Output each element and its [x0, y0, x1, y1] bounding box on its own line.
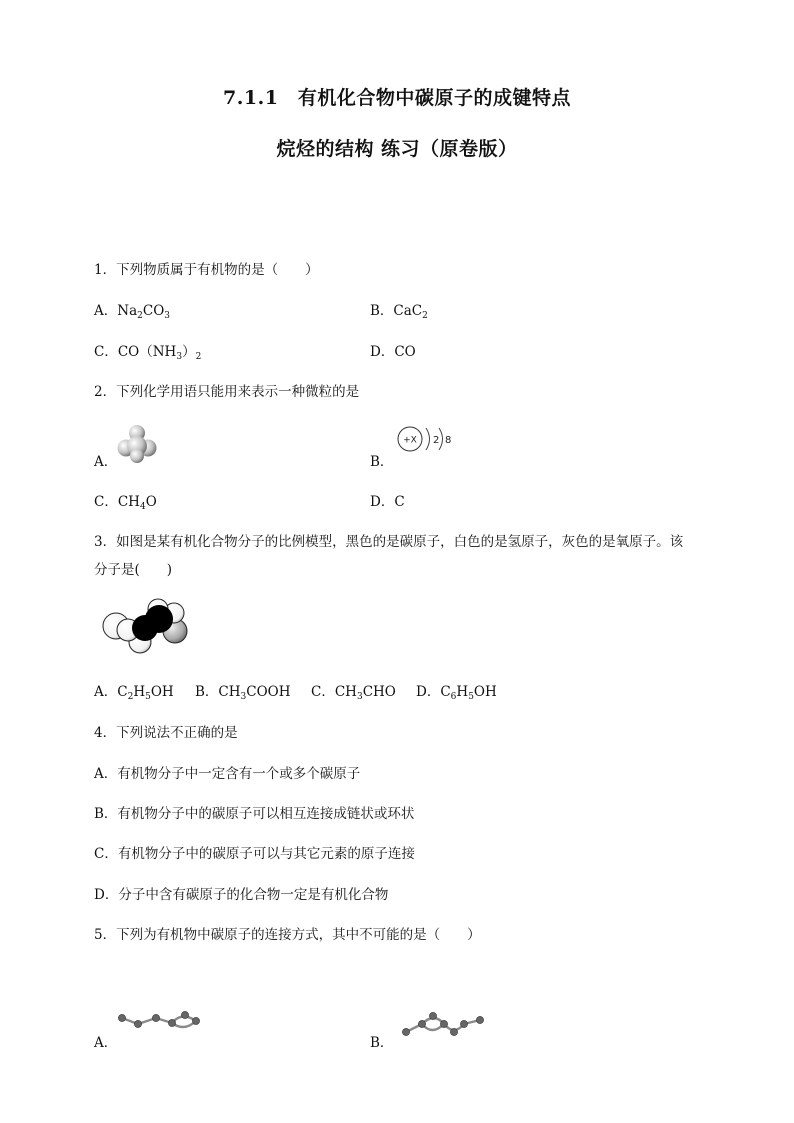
q4-option-d: D．分子中含有碳原子的化合物一定是有机化合物: [94, 887, 389, 903]
q2-option-a-letter: A．: [94, 454, 118, 470]
q5-stem: 5．下列为有机物中碳原子的连接方式，其中不可能的是（ ）: [94, 927, 481, 943]
carbon-chain-a-image: [116, 1008, 206, 1034]
q5-option-b-letter: B．: [370, 1035, 394, 1051]
q3-option-b: B．$CH_3COOH$: [195, 684, 291, 702]
q5-option-a-letter: A．: [94, 1035, 118, 1051]
q1-option-b: B．CaC$_2$: [370, 303, 428, 321]
molecule-ball-model-image: [100, 597, 192, 657]
q4-stem: 4．下列说法不正确的是: [94, 725, 238, 741]
q3-option-d: D．$C_6H_5OH$: [416, 684, 497, 702]
atom-structure-diagram: [396, 425, 460, 455]
nucleus-charge-label: +X: [403, 435, 417, 446]
shell-electrons-1: 2: [433, 435, 440, 446]
q4-option-c: C．有机物分子中的碳原子可以与其它元素的原子连接: [94, 846, 415, 862]
document-title-line2: 烷烃的结构 练习（原卷版）: [276, 138, 518, 160]
q1-option-a: A．$Na_2CO_3$: [94, 303, 170, 321]
q2-stem: 2．下列化学用语只能用来表示一种微粒的是: [94, 384, 360, 400]
q2-option-d: D．C: [370, 494, 405, 510]
shell-electrons-2: 8: [445, 435, 452, 446]
q3-stem-line1: 3．如图是某有机化合物分子的比例模型，黑色的是碳原子，白色的是氢原子，灰色的是氧原子。该: [94, 534, 684, 550]
q1-stem: 1．下列物质属于有机物的是（ ）: [94, 262, 319, 278]
q1-option-c: C．$CO(NH_3)_2$: [94, 344, 202, 362]
carbon-chain-b-image: [398, 1010, 490, 1040]
q2-option-b-letter: B．: [370, 454, 394, 470]
document-title-line1: 7.1.1 有机化合物中碳原子的成键特点: [223, 87, 571, 109]
q3-option-a: A．$C_2H_5OH$: [94, 684, 174, 702]
q4-option-a: A．有机物分子中一定含有一个或多个碳原子: [94, 766, 361, 782]
q3-option-c: C．$CH_3CHO$: [311, 684, 396, 702]
q3-stem-line2: 分子是( ): [94, 562, 173, 578]
methane-model-image: [116, 424, 158, 464]
q2-option-c: C．$CH_4O$: [94, 494, 157, 512]
q4-option-b: B．有机物分子中的碳原子可以相互连接成链状或环状: [94, 806, 415, 822]
q1-option-d: D．CO: [370, 344, 416, 360]
